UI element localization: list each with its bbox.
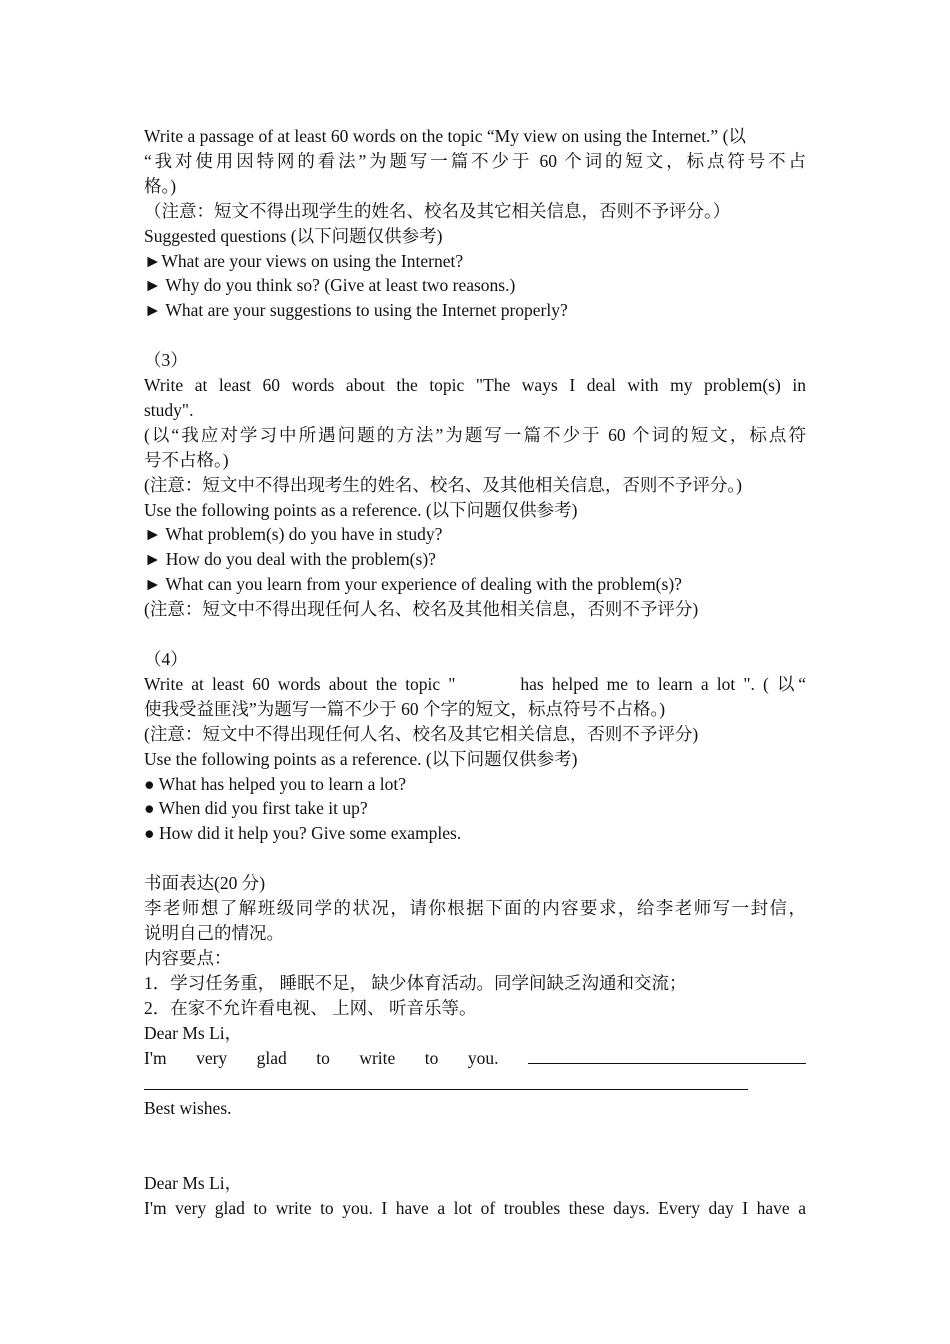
opening-word: very [196,1048,228,1069]
document-page [144,124,806,1221]
s2-question-1: ►What are your views on using the Internet? [144,250,464,271]
s2-question-3: ► What are your suggestions to using the Internet properly? [144,300,568,321]
s3-note: (注意：短文中不得出现考生的姓名、校名、及其他相关信息，否则不予评分。) [144,474,742,495]
s3-prompt-line2: study". [144,399,194,420]
opening-word: glad [256,1048,287,1069]
s3-prompt-line1: Write at least 60 words about the topic "The ways I deal with my problem(s) in [144,375,806,396]
sample-salutation: Dear Ms Li， [144,1173,243,1194]
answer-blank-rule [144,1071,748,1090]
s4-question-2: ● When did you first take it up? [144,798,368,819]
opening-word: to [424,1048,439,1069]
opening-word: write [359,1048,396,1069]
opening-word: I'm [144,1048,167,1069]
s4-question-3: ● How did it help you? Give some examples. [144,823,462,844]
s2-prompt-line1: Write a passage of at least 60 words on the topic “My view on using the Internet.” (以 [144,126,746,146]
spacer [144,323,806,348]
s4-reference: Use the following points as a reference. (以下问题仅供参考) [144,748,578,769]
s3-question-2: ► How do you deal with the problem(s)? [144,549,436,570]
s4-prompt-line2: 使我受益匪浅”为题写一篇不少于 60 个字的短文，标点符号不占格。) [144,698,666,719]
s5-opening-line [144,1045,806,1071]
s3-question-3: ► What can you learn from your experience of dealing with the problem(s)? [144,574,682,595]
sample-line-1: I'm very glad to write to you. I have a lot of troubles these days. Every day I have a [144,1197,806,1218]
s5-point-2: 2．在家不允许看电视、 上网、 听音乐等。 [144,997,477,1018]
s5-points-title: 内容要点： [144,947,232,968]
s5-salutation: Dear Ms Li， [144,1022,243,1043]
s2-note: （注意：短文不得出现学生的姓名、校名及其它相关信息，否则不予评分。） [144,200,731,221]
s5-intro-line2: 说明自己的情况。 [144,922,284,943]
s2-prompt-line3: 格。) [144,175,177,196]
s5-point-1: 1．学习任务重， 睡眠不足， 缺少体育活动。同学间缺乏沟通和交流； [144,972,687,993]
s2-questions-title: Suggested questions (以下问题仅供参考) [144,225,443,246]
s4-note: (注意：短文中不得出现任何人名、校名及其它相关信息，否则不予评分) [144,723,699,744]
s3-cn-line1: (以“我应对学习中所遇问题的方法”为题写一篇不少于 60 个词的短文，标点符 [144,424,806,445]
s3-number: （3） [144,350,188,371]
s2-prompt-line2: “我对使用因特网的看法”为题写一篇不少于 60 个词的短文，标点符号不占 [144,150,806,171]
s3-reference: Use the following points as a reference. (以下问题仅供参考) [144,499,578,520]
spacer [144,1121,806,1146]
spacer [144,1146,806,1171]
s3-note-2: (注意：短文中不得出现任何人名、校名及其他相关信息，否则不予评分) [144,599,699,620]
s4-question-1: ● What has helped you to learn a lot? [144,773,406,794]
s5-closing: Best wishes. [144,1098,232,1119]
spacer [144,846,806,871]
s4-prompt-line1: Write at least 60 words about the topic " has helped me to learn a lot ". ( 以“ [144,673,806,694]
spacer [144,622,806,647]
s5-intro-line1: 李老师想了解班级同学的状况，请你根据下面的内容要求，给李老师写一封信， [144,898,806,919]
s3-cn-line2: 号不占格。) [144,449,229,470]
s2-question-2: ► Why do you think so? (Give at least two reasons.) [144,275,516,296]
s5-title: 书面表达(20 分) [144,873,266,894]
s3-question-1: ► What problem(s) do you have in study? [144,524,443,545]
answer-blank-line [528,1045,806,1064]
opening-word: you. [467,1048,499,1069]
s4-number: （4） [144,649,188,669]
opening-word: to [316,1048,330,1069]
